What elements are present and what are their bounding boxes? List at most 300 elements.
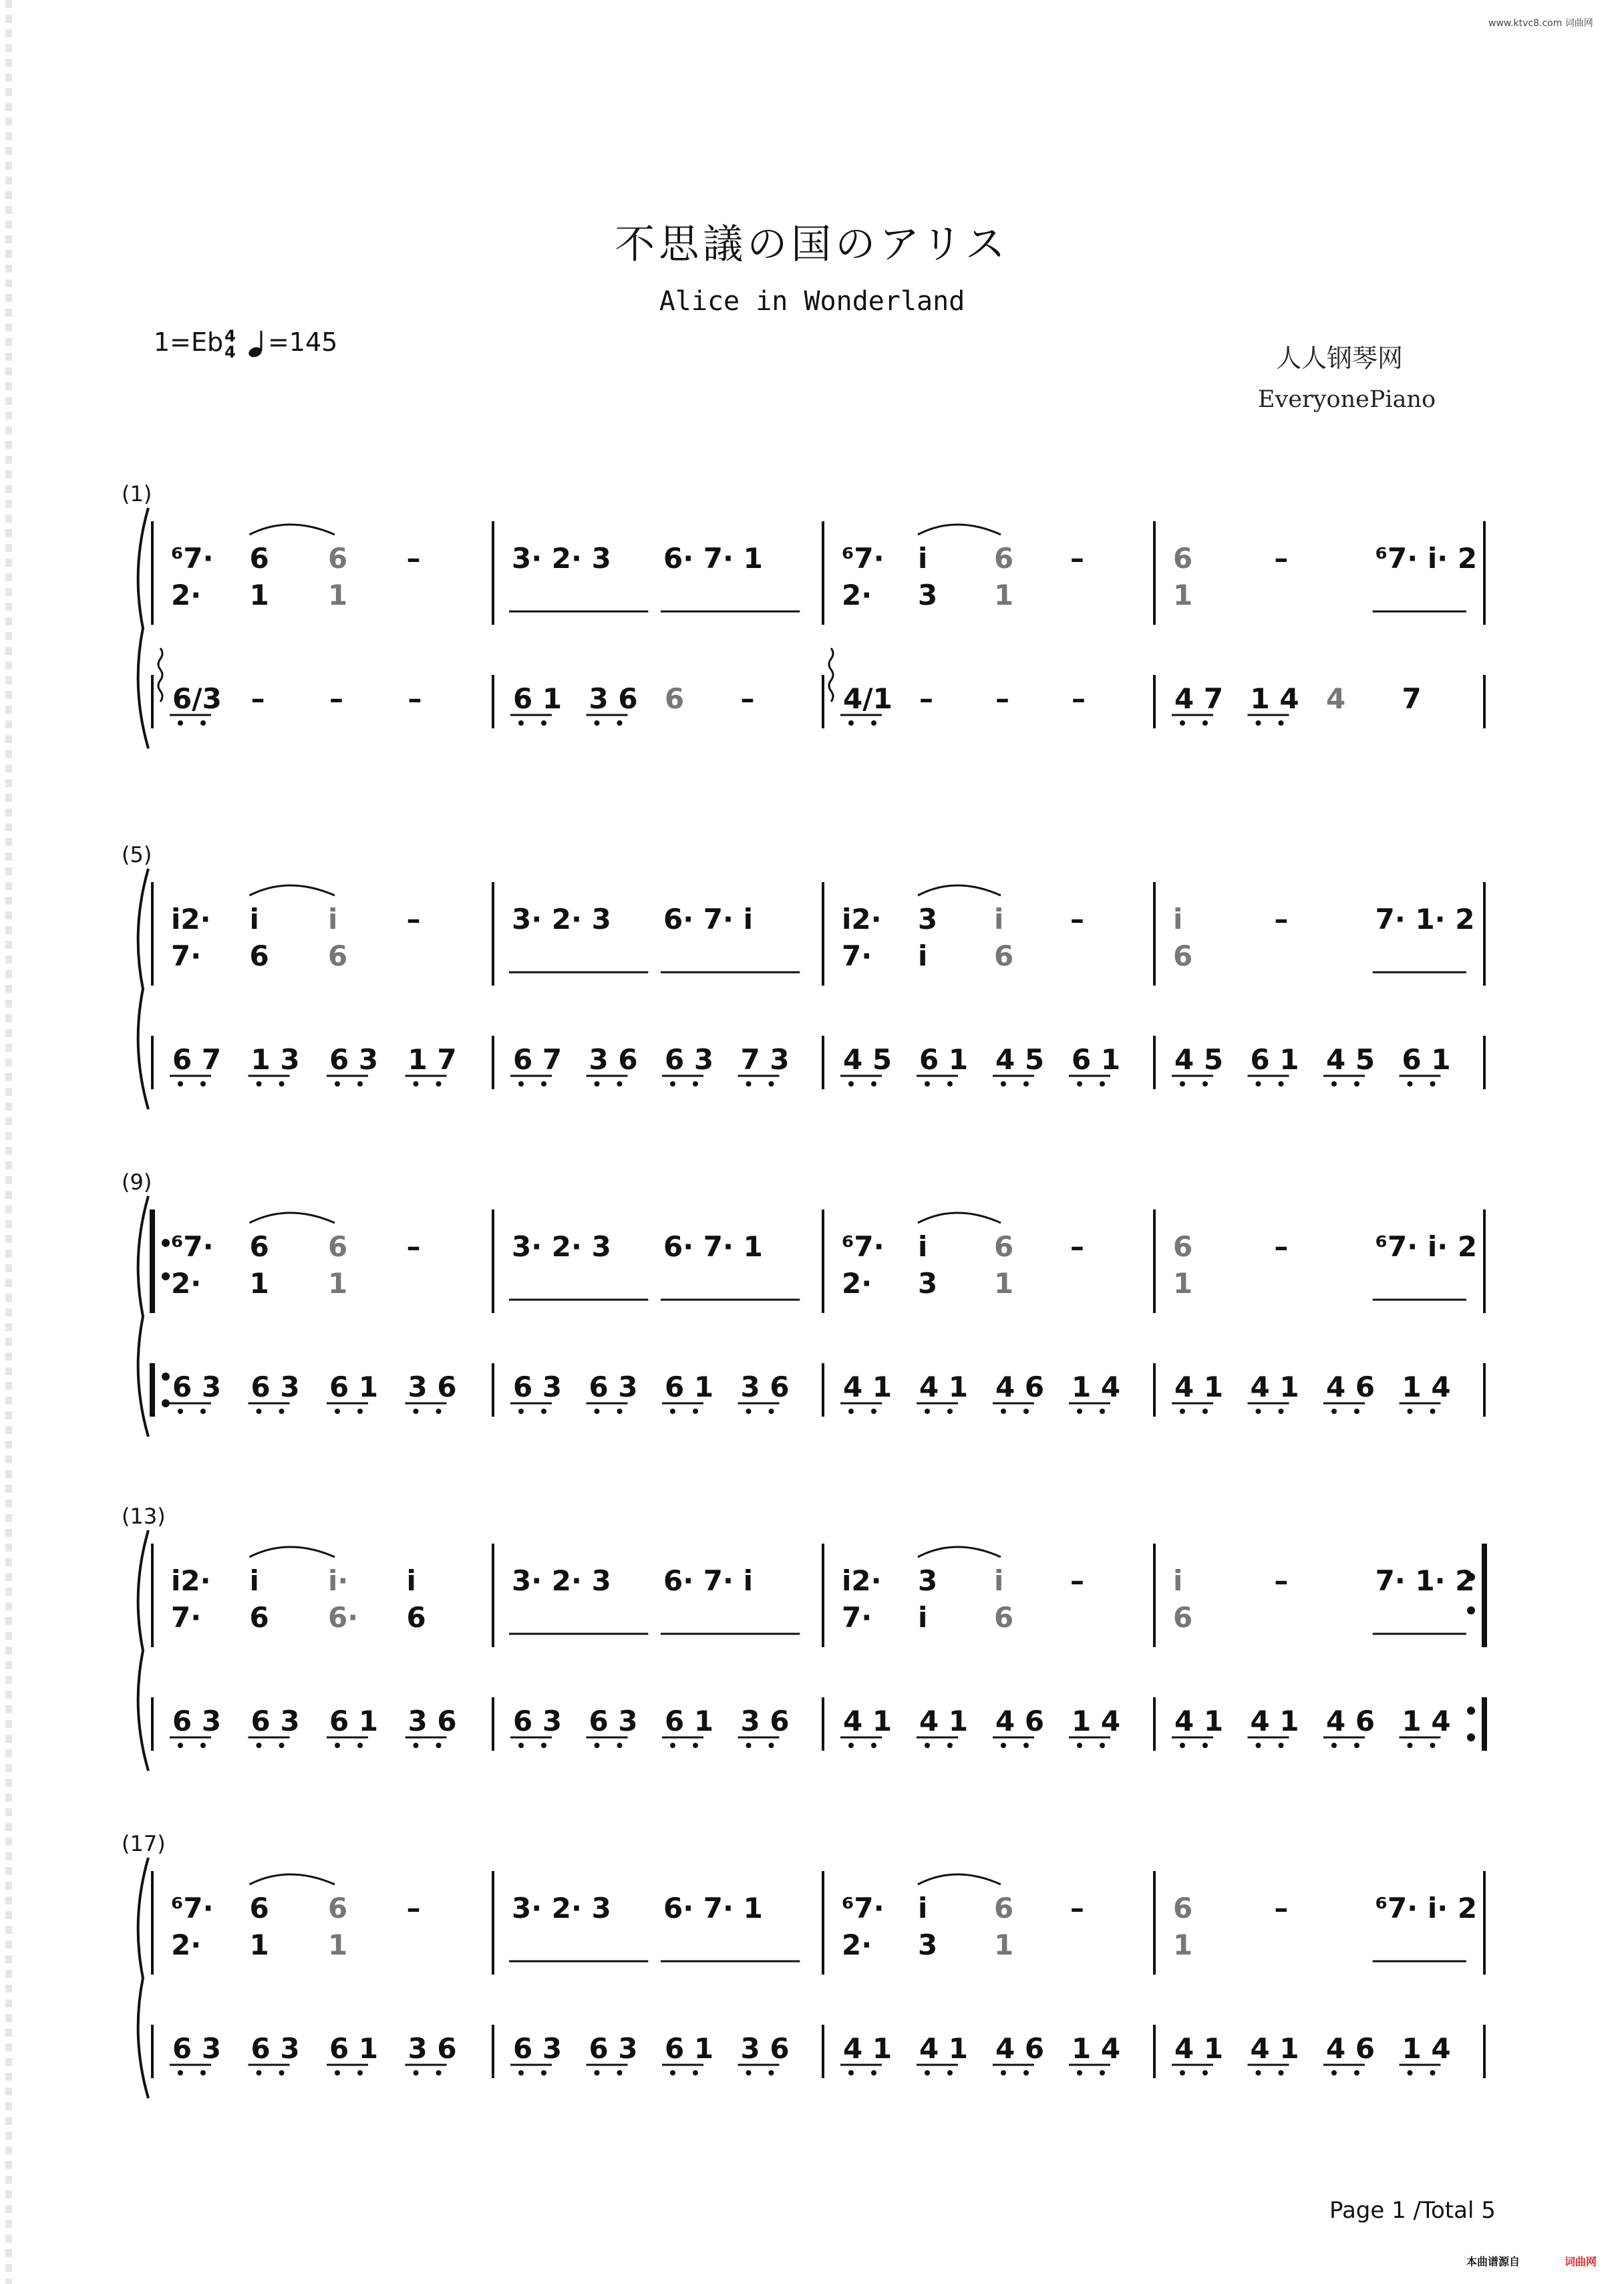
lower-note: 6 3	[589, 2032, 638, 2065]
octave-dot	[541, 1081, 546, 1087]
octave-dot	[414, 1743, 419, 1748]
repeat-sign-icon	[162, 1239, 170, 1247]
tempo-value: =145	[267, 327, 338, 357]
upper-note: 6	[328, 1230, 348, 1263]
octave-dot	[357, 1743, 363, 1748]
octave-dot	[436, 1743, 442, 1748]
octave-dot	[1430, 1409, 1436, 1414]
octave-dot	[925, 1081, 930, 1087]
upper-note: ⁶7· i· 2	[1375, 1892, 1478, 1924]
octave-dot	[746, 1081, 752, 1087]
upper-note: –	[1274, 542, 1289, 575]
octave-dot	[1256, 720, 1261, 726]
upper-note: –	[1070, 903, 1084, 936]
time-bottom: 4	[224, 342, 236, 362]
octave-dot	[257, 2070, 262, 2076]
octave-dot	[848, 2070, 854, 2076]
brace	[138, 1530, 148, 1771]
lower-note: 6/3	[172, 682, 222, 715]
upper-note-lower-voice: 6·	[328, 1601, 359, 1634]
lower-note: 6 3	[251, 1705, 300, 1737]
lower-note: –	[329, 682, 343, 715]
octave-dot	[279, 1409, 285, 1414]
upper-note-lower-voice: 6	[1173, 1601, 1193, 1634]
lower-note: 1 7	[408, 1043, 457, 1076]
lower-note: 4 1	[919, 1705, 969, 1737]
lower-note: 1 4	[1250, 682, 1299, 715]
upper-note-lower-voice: 2·	[842, 1929, 872, 1961]
octave-dot	[357, 1409, 363, 1414]
octave-dot	[414, 2070, 419, 2076]
lower-note: 6 1	[665, 1705, 714, 1737]
octave-dot	[1331, 1081, 1337, 1087]
octave-dot	[595, 1081, 600, 1087]
octave-dot	[200, 1409, 206, 1414]
page-indicator: Page 1 /Total 5	[1329, 2197, 1496, 2224]
octave-dot	[769, 1409, 774, 1414]
repeat-sign-icon	[162, 1399, 170, 1407]
octave-dot	[436, 1081, 442, 1087]
lower-note: 6 3	[251, 2032, 300, 2065]
lower-note: 6 7	[513, 1043, 562, 1076]
upper-note: 6	[328, 1892, 348, 1924]
octave-dot	[1001, 1409, 1006, 1414]
upper-note: –	[1070, 542, 1084, 575]
octave-dot	[335, 1081, 340, 1087]
octave-dot	[871, 720, 876, 726]
repeat-sign-icon	[1467, 1733, 1475, 1741]
lower-note: 3 6	[408, 1371, 457, 1403]
upper-note-lower-voice: 2·	[842, 579, 872, 611]
octave-dot	[1408, 1409, 1413, 1414]
octave-dot	[925, 1743, 930, 1748]
lower-note: –	[251, 682, 265, 715]
octave-dot	[279, 2070, 285, 2076]
upper-note: 3· 2· 3	[512, 542, 611, 575]
lower-note: 6 1	[329, 1371, 379, 1403]
octave-dot	[178, 1409, 183, 1414]
tie-arc	[918, 1874, 1001, 1884]
upper-note: ⁶7·	[842, 1892, 884, 1924]
lower-note: 4 1	[919, 1371, 969, 1403]
lower-note: 4 6	[1326, 1705, 1375, 1737]
upper-note: i2·	[171, 1564, 211, 1597]
upper-note: i	[994, 903, 1004, 936]
upper-note: 6· 7· i	[663, 903, 753, 936]
octave-dot	[947, 1409, 953, 1414]
octave-dot	[848, 1743, 854, 1748]
octave-dot	[335, 1743, 340, 1748]
song-title: 不思議の国のアリス	[615, 221, 1009, 268]
lower-note: 6 3	[513, 1371, 562, 1403]
upper-note: –	[406, 1892, 421, 1924]
upper-note: ⁶7·	[171, 1892, 214, 1924]
upper-note-lower-voice: 6	[1173, 940, 1193, 972]
lower-note: 6 3	[172, 1705, 222, 1737]
upper-note: 3	[918, 1564, 938, 1597]
footer-source-label: 本曲谱源自	[1466, 2255, 1520, 2268]
octave-dot	[947, 1743, 953, 1748]
octave-dot	[617, 2070, 623, 2076]
upper-note: 6	[994, 1892, 1014, 1924]
upper-note-lower-voice: 3	[918, 1929, 938, 1961]
upper-note-lower-voice: 1	[1173, 579, 1193, 611]
lower-note: –	[740, 682, 755, 715]
octave-dot	[670, 1743, 675, 1748]
octave-dot	[617, 720, 623, 726]
octave-dot	[693, 2070, 698, 2076]
octave-dot	[257, 1743, 262, 1748]
upper-note: i	[918, 1892, 928, 1924]
system-number: (13)	[122, 1504, 166, 1529]
lower-note: 6 3	[172, 2032, 222, 2065]
upper-note-lower-voice: 1	[994, 579, 1014, 611]
lower-note: 4/1	[843, 682, 892, 715]
octave-dot	[200, 1743, 206, 1748]
octave-dot	[1256, 1743, 1261, 1748]
upper-note-lower-voice: 2·	[842, 1267, 872, 1300]
upper-note: 6	[328, 542, 348, 575]
lower-note: 4 1	[1250, 1371, 1299, 1403]
song-subtitle: Alice in Wonderland	[659, 286, 965, 317]
lower-note: 4 6	[995, 2032, 1045, 2065]
footer-logo: 词曲网	[1565, 2255, 1597, 2268]
upper-note: i2·	[171, 903, 211, 936]
octave-dot	[848, 1409, 854, 1414]
octave-dot	[1202, 1081, 1208, 1087]
lower-note: 6 3	[665, 1043, 714, 1076]
upper-note-lower-voice: 6	[406, 1601, 426, 1634]
upper-note-lower-voice: i	[918, 1601, 928, 1634]
upper-note-lower-voice: 6	[249, 940, 269, 972]
lower-note: 4 6	[995, 1705, 1045, 1737]
lower-note: –	[995, 682, 1009, 715]
octave-dot	[1256, 1081, 1261, 1087]
octave-dot	[518, 1409, 524, 1414]
upper-note: –	[406, 1230, 421, 1263]
upper-note-lower-voice: 7·	[171, 1601, 202, 1634]
lower-note: 4 1	[1250, 2032, 1299, 2065]
octave-dot	[1001, 1743, 1006, 1748]
tie-arc	[250, 1874, 335, 1884]
octave-dot	[541, 1743, 546, 1748]
upper-note: –	[1070, 1892, 1084, 1924]
lower-note: 3 6	[408, 1705, 457, 1737]
octave-dot	[1100, 1409, 1105, 1414]
octave-dot	[1408, 1743, 1413, 1748]
upper-note: ⁶7·	[842, 1230, 884, 1263]
lower-note: 4 1	[843, 1705, 892, 1737]
octave-dot	[1180, 1743, 1185, 1748]
octave-dot	[1256, 1409, 1261, 1414]
lower-note: 4 1	[1174, 1705, 1224, 1737]
brace	[138, 1858, 148, 2098]
time-top: 4	[224, 326, 236, 345]
tie-arc	[918, 1547, 1001, 1557]
lower-note: 7	[1402, 682, 1422, 715]
lower-note: 4 6	[1326, 2032, 1375, 2065]
octave-dot	[617, 1081, 623, 1087]
octave-dot	[617, 1743, 623, 1748]
octave-dot	[1279, 2070, 1284, 2076]
octave-dot	[257, 1409, 262, 1414]
repeat-sign-icon	[1467, 1707, 1475, 1715]
octave-dot	[1408, 1081, 1413, 1087]
lower-note: 6 3	[589, 1371, 638, 1403]
lower-note: 6 3	[513, 2032, 562, 2065]
lower-note: 7 3	[740, 1043, 790, 1076]
octave-dot	[1077, 1409, 1082, 1414]
octave-dot	[670, 1081, 675, 1087]
octave-dot	[1279, 1409, 1284, 1414]
octave-dot	[1202, 720, 1208, 726]
octave-dot	[541, 1409, 546, 1414]
octave-dot	[595, 2070, 600, 2076]
upper-note-lower-voice: 6	[249, 1601, 269, 1634]
lower-note: –	[919, 682, 933, 715]
octave-dot	[925, 1409, 930, 1414]
tie-arc	[250, 1547, 335, 1557]
octave-dot	[925, 2070, 930, 2076]
upper-note-lower-voice: 1	[1173, 1267, 1193, 1300]
upper-note: ⁶7·	[171, 542, 214, 575]
octave-dot	[670, 2070, 675, 2076]
octave-dot	[335, 2070, 340, 2076]
lower-note: 6 1	[919, 1043, 969, 1076]
lower-note: 4 5	[843, 1043, 892, 1076]
upper-note-lower-voice: 1	[249, 1929, 269, 1961]
octave-dot	[693, 1743, 698, 1748]
lower-note: 3 6	[740, 1371, 790, 1403]
octave-dot	[1279, 1743, 1284, 1748]
octave-dot	[871, 2070, 876, 2076]
octave-dot	[1202, 1409, 1208, 1414]
lower-note: 6 7	[172, 1043, 222, 1076]
octave-dot	[1430, 2070, 1436, 2076]
upper-note: 6	[249, 542, 269, 575]
upper-note: i	[249, 1564, 259, 1597]
lower-note: 1 4	[1072, 1705, 1121, 1737]
octave-dot	[1430, 1743, 1436, 1748]
lower-note: 6	[665, 682, 685, 715]
octave-dot	[436, 1409, 442, 1414]
octave-dot	[178, 1743, 183, 1748]
tie-arc	[250, 525, 335, 535]
octave-dot	[178, 2070, 183, 2076]
brace	[138, 508, 148, 748]
lower-note: 4 1	[843, 2032, 892, 2065]
upper-note-lower-voice: 6	[328, 940, 348, 972]
upper-note: 3	[918, 903, 938, 936]
octave-dot	[1180, 2070, 1185, 2076]
upper-note: ⁶7· i· 2	[1375, 542, 1478, 575]
upper-note: –	[1274, 1892, 1289, 1924]
upper-note: –	[1274, 1564, 1289, 1597]
octave-dot	[1331, 2070, 1337, 2076]
upper-note: 3· 2· 3	[512, 1564, 611, 1597]
upper-note: –	[1274, 903, 1289, 936]
octave-dot	[670, 1409, 675, 1414]
lower-note: 1 3	[251, 1043, 300, 1076]
lower-note: 3 6	[589, 682, 638, 715]
lower-note: 6 3	[329, 1043, 379, 1076]
upper-note-lower-voice: 1	[328, 1929, 348, 1961]
lower-note: 4 1	[1250, 1705, 1299, 1737]
upper-note-lower-voice: 3	[918, 1267, 938, 1300]
octave-dot	[1202, 2070, 1208, 2076]
octave-dot	[769, 1743, 774, 1748]
upper-note: i	[328, 903, 338, 936]
upper-note: –	[1070, 1230, 1084, 1263]
octave-dot	[518, 2070, 524, 2076]
tie-arc	[250, 1213, 335, 1223]
octave-dot	[1077, 1081, 1082, 1087]
octave-dot	[848, 720, 854, 726]
octave-dot	[436, 2070, 442, 2076]
lower-note: 4 1	[1174, 2032, 1224, 2065]
upper-note: 6· 7· 1	[663, 542, 763, 575]
lower-note: 6 1	[1250, 1043, 1299, 1076]
octave-dot	[200, 2070, 206, 2076]
upper-note-lower-voice: 6	[994, 1601, 1014, 1634]
upper-note: 6	[249, 1230, 269, 1263]
octave-dot	[1100, 2070, 1105, 2076]
upper-note: 6	[1173, 1892, 1193, 1924]
credit-chinese: 人人钢琴网	[1276, 343, 1404, 373]
upper-note-lower-voice: 7·	[171, 940, 202, 972]
octave-dot	[1001, 1081, 1006, 1087]
lower-note: 3 6	[408, 2032, 457, 2065]
upper-note: 3· 2· 3	[512, 1892, 611, 1924]
octave-dot	[1023, 1081, 1029, 1087]
tie-arc	[918, 885, 1001, 895]
lower-note: 1 4	[1402, 1705, 1451, 1737]
upper-note-lower-voice: 7·	[842, 1601, 872, 1634]
upper-note: i	[406, 1564, 416, 1597]
upper-note-lower-voice: 1	[994, 1267, 1014, 1300]
system-number: (1)	[122, 481, 152, 507]
upper-note: i	[249, 903, 259, 936]
octave-dot	[617, 1409, 623, 1414]
system-number: (5)	[122, 842, 152, 867]
lower-note: 6 1	[513, 682, 562, 715]
upper-note: 6	[994, 1230, 1014, 1263]
upper-note: i	[994, 1564, 1004, 1597]
lower-note: 6 1	[329, 1705, 379, 1737]
repeat-sign-icon	[1467, 1606, 1475, 1614]
upper-note: 6	[249, 1892, 269, 1924]
lower-note: 6 3	[513, 1705, 562, 1737]
octave-dot	[746, 1409, 752, 1414]
octave-dot	[1023, 1743, 1029, 1748]
lower-note: 4 5	[1326, 1043, 1375, 1076]
lower-note: 3 6	[740, 1705, 790, 1737]
octave-dot	[871, 1743, 876, 1748]
system-number: (17)	[122, 1831, 166, 1856]
octave-dot	[541, 2070, 546, 2076]
arpeggio-icon	[158, 648, 162, 702]
upper-note: ⁶7· i· 2	[1375, 1230, 1478, 1263]
lower-note: 4 7	[1174, 682, 1224, 715]
upper-note: 6	[1173, 1230, 1193, 1263]
upper-note-lower-voice: 1	[994, 1929, 1014, 1961]
upper-note-lower-voice: i	[918, 940, 928, 972]
repeat-sign-icon	[162, 1272, 170, 1280]
brace	[138, 869, 148, 1109]
octave-dot	[947, 1081, 953, 1087]
octave-dot	[1001, 2070, 1006, 2076]
upper-note: 6· 7· 1	[663, 1892, 763, 1924]
octave-dot	[1354, 1081, 1359, 1087]
octave-dot	[518, 1743, 524, 1748]
octave-dot	[279, 1081, 285, 1087]
upper-note: –	[1070, 1564, 1084, 1597]
upper-note-lower-voice: 1	[328, 579, 348, 611]
upper-note-lower-voice: 1	[1173, 1929, 1193, 1961]
upper-note-lower-voice: 1	[249, 579, 269, 611]
upper-note: i2·	[842, 1564, 882, 1597]
octave-dot	[595, 720, 600, 726]
lower-note: 1 4	[1402, 2032, 1451, 2065]
octave-dot	[1354, 1743, 1359, 1748]
octave-dot	[1180, 1081, 1185, 1087]
upper-note-lower-voice: 2·	[171, 1267, 202, 1300]
lower-note: –	[408, 682, 422, 715]
upper-note: 6· 7· i	[663, 1564, 753, 1597]
tie-arc	[250, 885, 335, 895]
lower-note: 6 1	[665, 1371, 714, 1403]
lower-note: 6 1	[1072, 1043, 1121, 1076]
octave-dot	[769, 2070, 774, 2076]
octave-dot	[693, 1409, 698, 1414]
lower-note: 1 4	[1072, 1371, 1121, 1403]
octave-dot	[1354, 2070, 1359, 2076]
upper-note-lower-voice: 7·	[842, 940, 872, 972]
octave-dot	[279, 1743, 285, 1748]
credit-english: EveryonePiano	[1258, 386, 1436, 413]
site-corner-label: www.ktvc8.com 词曲网	[1488, 18, 1593, 29]
octave-dot	[1279, 720, 1284, 726]
octave-dot	[693, 1081, 698, 1087]
upper-note: ⁶7·	[842, 542, 884, 575]
brace	[138, 1196, 148, 1437]
lower-note: 6 1	[665, 2032, 714, 2065]
upper-note: i	[918, 1230, 928, 1263]
lower-note: 1 4	[1072, 2032, 1121, 2065]
upper-note: 3· 2· 3	[512, 903, 611, 936]
lower-note: –	[1072, 682, 1086, 715]
octave-dot	[518, 720, 524, 726]
octave-dot	[848, 1081, 854, 1087]
octave-dot	[1202, 1743, 1208, 1748]
upper-note: –	[1274, 1230, 1289, 1263]
octave-dot	[257, 1081, 262, 1087]
octave-dot	[1100, 1743, 1105, 1748]
upper-note: 3· 2· 3	[512, 1230, 611, 1263]
octave-dot	[746, 2070, 752, 2076]
lower-note: 4 5	[1174, 1043, 1224, 1076]
octave-dot	[357, 1081, 363, 1087]
upper-note: –	[406, 542, 421, 575]
upper-note: i·	[328, 1564, 349, 1597]
upper-note-lower-voice: 2·	[171, 579, 202, 611]
system-number: (9)	[122, 1169, 152, 1195]
lower-note: 4 1	[1174, 1371, 1224, 1403]
octave-dot	[1430, 1081, 1436, 1087]
octave-dot	[1331, 1743, 1337, 1748]
octave-dot	[595, 1743, 600, 1748]
tie-arc	[918, 1213, 1001, 1223]
